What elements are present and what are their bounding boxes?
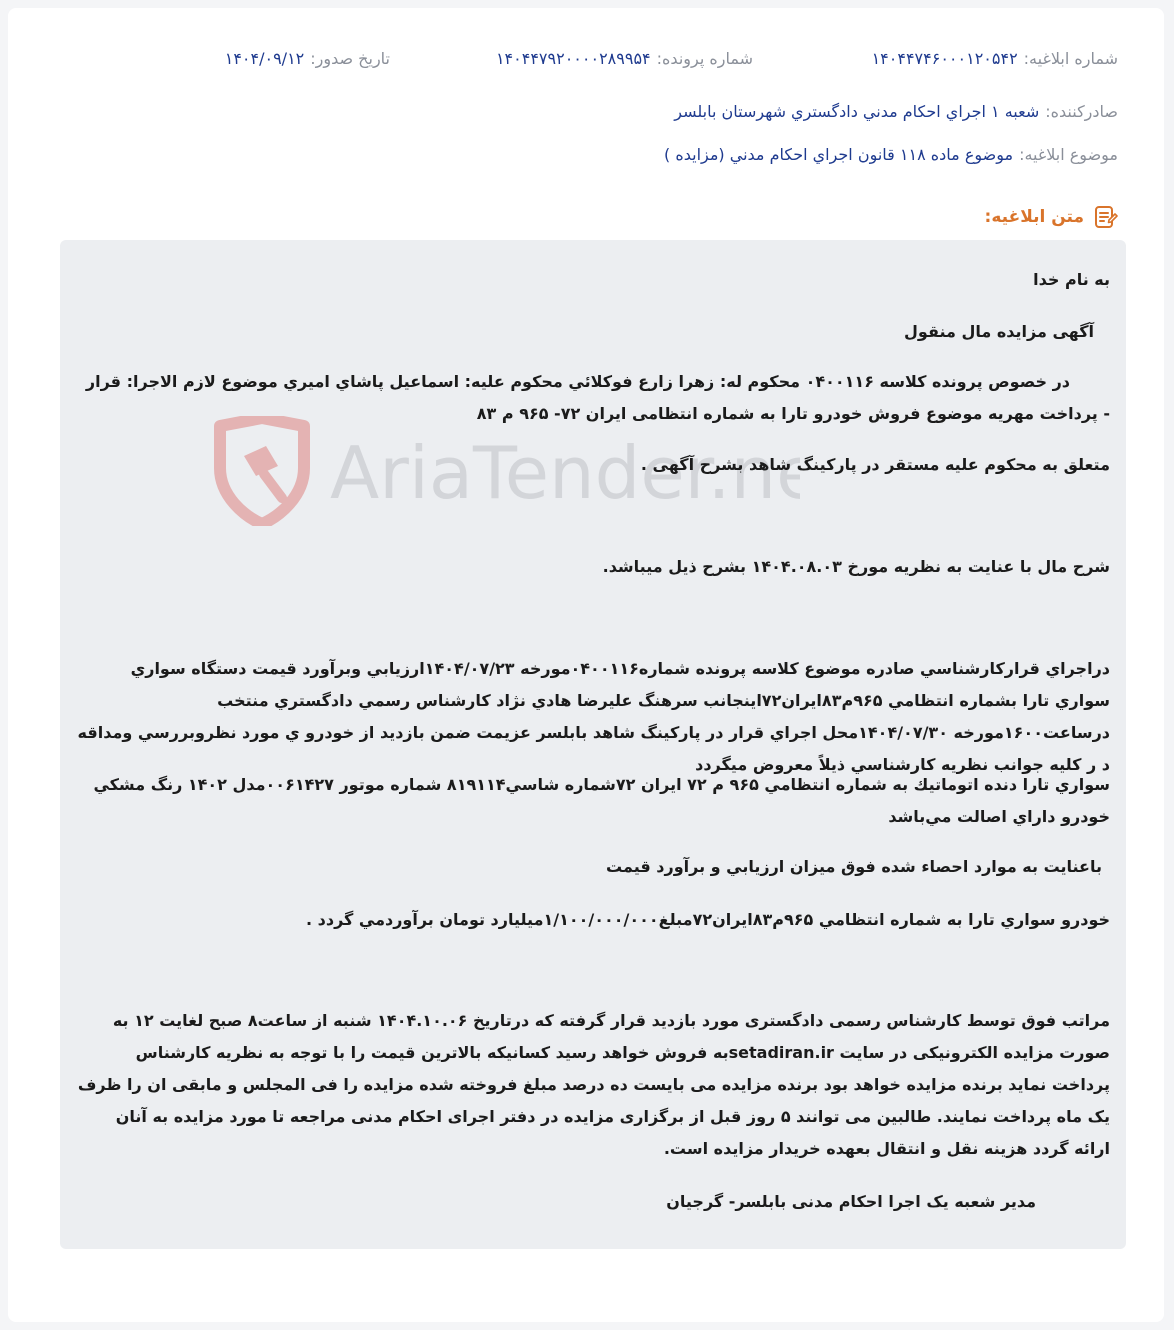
auction-terms: مراتب فوق توسط کارشناس رسمی دادگستری مورد بازدید قرار گرفته که درتاریخ ۱۴۰۴.۱۰.۰۶ شنبه از ساعت۸ صبح لغایت ۱۲ به صورت مزایده الکترونیکی در سایت setadiran.irبه فروش خواهد رسید کسانیکه بالاترین قیمت را با توجه به نظریه کارشناس پرداخت نماید برنده مزایده خواهد بود برنده مزایده می بایست ده درصد مبلغ فروخته شده مزایده را فی المجلس و مابقی ان را ظرف یک ماه پرداخت نمایند. طالبین می توانند ۵ روز قبل از برگزاری مزایده در دفتر اجرای احکام مدنی مراجعه تا مورد مزایده به آنان ارائه گردد هزینه نقل و انتقال بعهده خریدار مزایده است. <box>77 1011 1110 1158</box>
vehicle-location: متعلق به محکوم علیه مستقر در پارکینگ شاهد بشرح آگهی . <box>640 455 1110 474</box>
signature: مدیر شعبه یک اجرا احکام مدنی بابلسر- گرجیان <box>666 1192 1036 1211</box>
valuation-amount: خودرو سواري تارا به شماره انتظامي ۹۶۵م۸۳ايران۷۲مبلغ۱/۱۰۰/۰۰۰/۰۰۰ميليارد تومان برآوردمي گردد . <box>306 910 1110 929</box>
case-paragraph: در خصوص پرونده کلاسه ۰۴۰۰۱۱۶ محکوم له: زهرا زارع فوکلائي محکوم عليه: اسماعيل پاشاي اميري موضوع لازم الاجرا: قرار - پرداخت مهريه موضوع فروش خودرو تارا به شماره انتظامی ایران ۷۲- ۹۶۵ م ۸۳ <box>85 372 1110 423</box>
expert-report: دراجراي قرارکارشناسي صادره موضوع کلاسه پرونده شماره۰۴۰۰۱۱۶مورخه ۱۴۰۴/۰۷/۲۳ارزيابي وبرآورد قيمت دستگاه سواري سواري تارا بشماره انتظامي ۹۶۵م۸۳ايران۷۲اينجانب سرهنگ عليرضا هادي نژاد کارشناس رسمي دادگستري منتخب درساعت۱۶۰۰مورخه ۱۴۰۴/۰۷/۳۰محل اجراي قرار در پارکينگ شاهد بابلسر عزيمت ضمن بازديد از خودرو ي مورد نظروبررسي ومداقه د ر کليه جوانب نظريه کارشناسي ذيلاً معروض ميگردد <box>77 659 1110 774</box>
case-number <box>496 49 753 68</box>
vehicle-details: سواري تارا دنده اتوماتيك به شماره انتظامي ۹۶۵ م ۷۲ ايران ۷۲شماره شاسي۸۱۹۱۱۴ شماره موتور ۰۰۶۱۴۲۷مدل ۱۴۰۲ رنگ مشکي خودرو داراي اصالت مي‌باشد <box>93 775 1110 826</box>
issuer-value: شعبه ۱ اجراي احکام مدني دادگستري شهرستان بابلسر <box>674 102 1040 121</box>
issue-date <box>225 49 390 68</box>
notice-number-value: ۱۴۰۴۴۷۴۶۰۰۰۱۲۰۵۴۲ <box>871 48 1018 68</box>
issuer-row <box>48 102 1118 121</box>
issue-date-label: تاریخ صدور: <box>310 48 390 68</box>
greeting: به نام خدا <box>1033 270 1110 289</box>
auction-title: آگهی مزایده مال منقول <box>904 322 1094 341</box>
issuer-label: صادرکننده: <box>1045 102 1118 121</box>
notice-document-icon <box>1092 204 1118 230</box>
subject-value: موضوع ماده ۱۱۸ قانون اجراي احکام مدني (مزايده ) <box>664 145 1014 164</box>
valuation-intro: باعنايت به موارد احصاء شده فوق ميزان ارزيابي و برآورد قيمت <box>606 857 1102 876</box>
notice-body <box>60 240 1126 1249</box>
issue-date-value: ۱۴۰۴/۰۹/۱۲ <box>224 48 305 68</box>
section-title <box>985 204 1118 230</box>
case-number-label: شماره پرونده: <box>656 48 753 68</box>
subject-label: موضوع ابلاغیه: <box>1019 145 1118 164</box>
notice-card <box>8 8 1164 1322</box>
watermark-text: AriaTender.ne <box>330 431 800 515</box>
section-title-label: متن ابلاغیه: <box>984 207 1084 227</box>
subject-row <box>48 145 1118 164</box>
case-number-value: ۱۴۰۴۴۷۹۲۰۰۰۰۲۸۹۹۵۴ <box>495 48 651 68</box>
notice-number <box>872 49 1118 68</box>
appraisal-intro: شرح مال با عنایت به نظریه مورخ ۱۴۰۴.۰۸.۰۳ بشرح ذیل میباشد. <box>602 557 1110 576</box>
notice-number-label: شماره ابلاغیه: <box>1023 48 1118 68</box>
